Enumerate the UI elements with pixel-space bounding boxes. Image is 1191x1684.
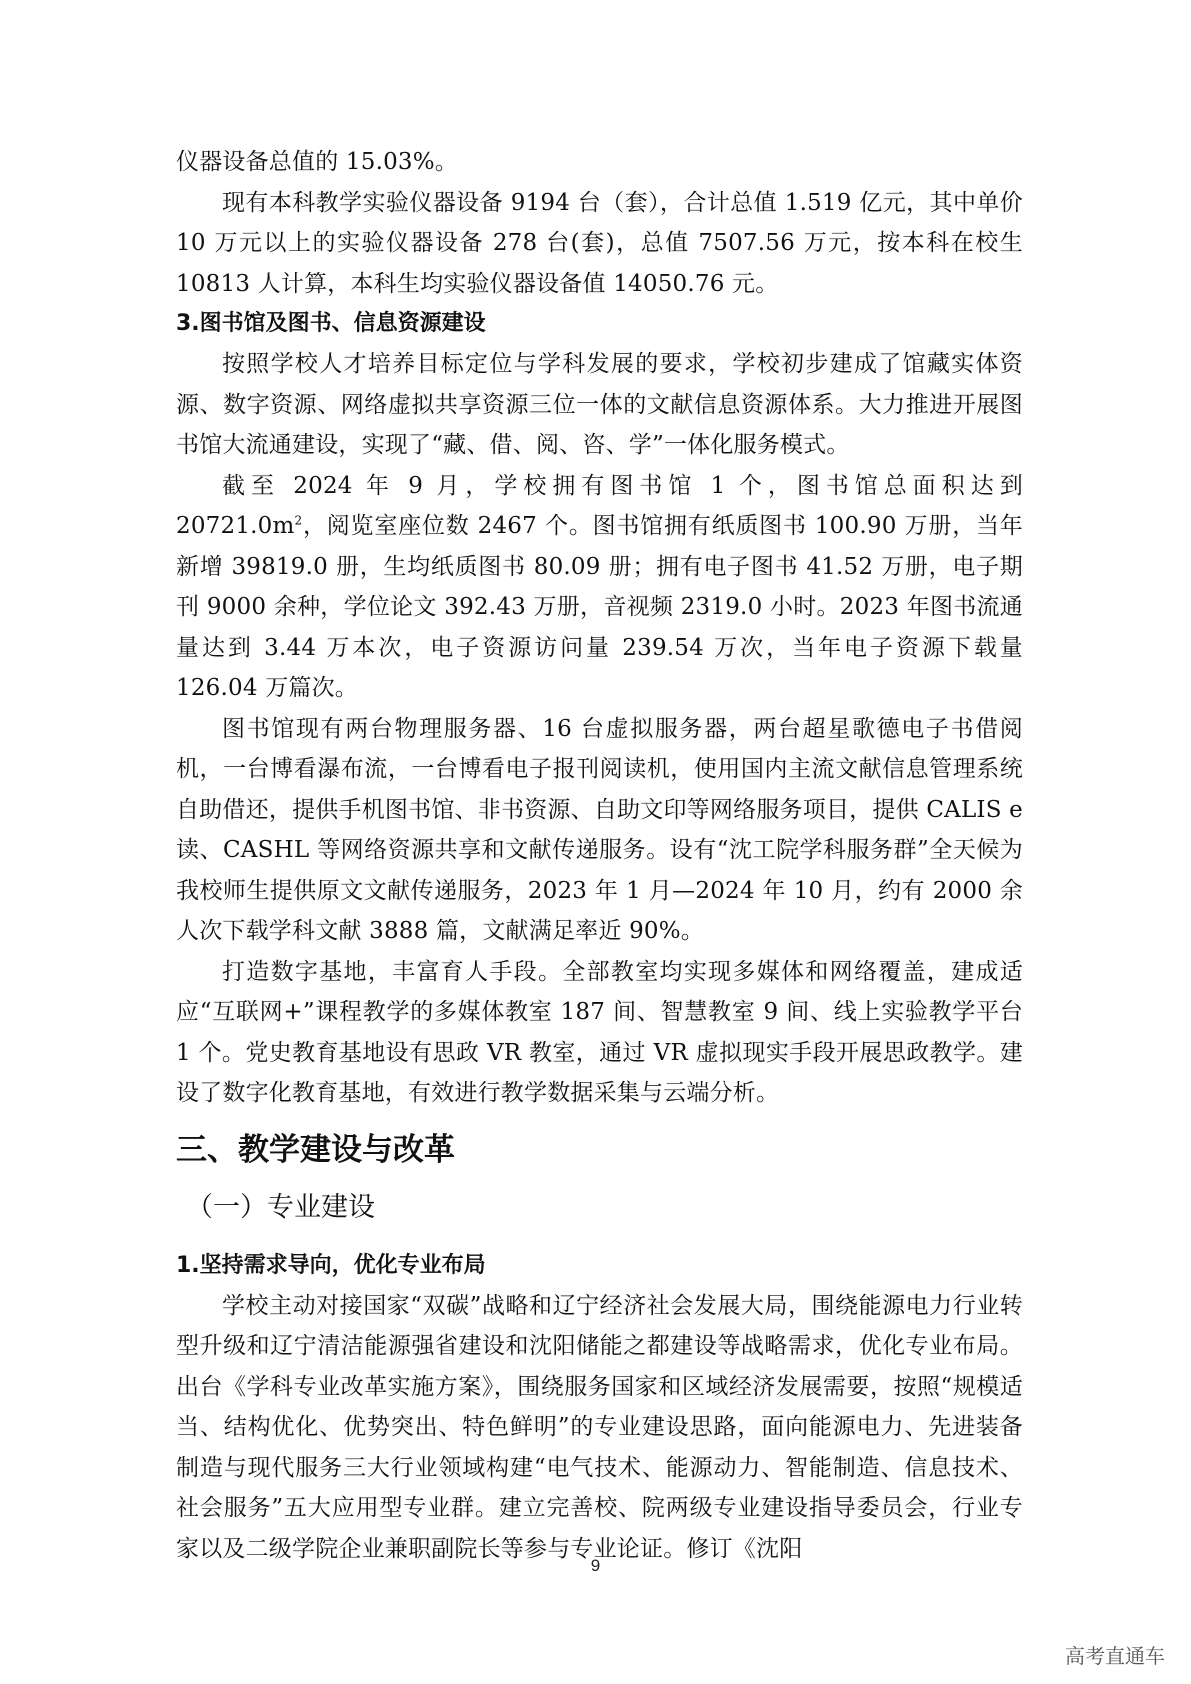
paragraph-equipment-ratio: 仪器设备总值的 15.03%。 [176, 149, 459, 175]
section-heading: 三、教学建设与改革 [176, 1131, 455, 1168]
paragraph-library-stats [176, 466, 1023, 709]
subsection-heading: （一）专业建设 [186, 1191, 375, 1223]
paragraph-digital-base: 打造数字基地，丰富育人手段。全部教室均实现多媒体和网络覆盖，建成适应“互联网+”课程教学的多媒体教室 187 间、智慧教室 9 间、线上实验教学平台 1 个。党史教育基地设有思政 VR 教室，通过 VR 虚拟现实手段开展思政教学。建设了数字化教育基地，有效进行教学数据采集与云端分析。 [176, 958, 1023, 1106]
library-stats-part1: 截至 2024 年 9 月，学校拥有图书馆 1 个，图书馆总面积达到 20721.0m [176, 472, 1023, 539]
subheading-demand-oriented: 1.坚持需求导向，优化专业布局 [176, 1252, 486, 1278]
page-number: 9 [590, 1556, 601, 1575]
square-meter-superscript: 2 [294, 513, 303, 528]
subheading-library: 3.图书馆及图书、信息资源建设 [176, 311, 486, 336]
paragraph-major-layout: 学校主动对接国家“双碳”战略和辽宁经济社会发展大局，围绕能源电力行业转型升级和辽宁清洁能源强省建设和沈阳储能之都建设等战略需求，优化专业布局。出台《学科专业改革实施方案》，围绕服务国家和区域经济发展需要，按照“规模适当、结构优化、优势突出、特色鲜明”的专业建设思路，面向能源电力、先进装备制造与现代服务三大行业领域构建“电气技术、能源动力、智能制造、信息技术、社会服务”五大应用型专业群。建立完善校、院两级专业建设指导委员会，行业专家以及二级学院企业兼职副院长等参与专业论证。修订《沈阳 [176, 1292, 1023, 1562]
library-stats-part2: ，阅览室座位数 2467 个。图书馆拥有纸质图书 100.90 万册，当年新增 39819.0 册，生均纸质图书 80.09 册；拥有电子图书 41.52 万册，电子期刊 9000 余种，学位论文 392.43 万册，音视频 2319.0 小时。2023 年图书流通量达到 3.44 万本次，电子资源访问量 239.54 万次，当年电子资源下载量 126.04 万篇次。 [176, 513, 1023, 701]
paragraph-library-services: 图书馆现有两台物理服务器、16 台虚拟服务器，两台超星歌德电子书借阅机，一台博看瀑布流，一台博看电子报刊阅读机，使用国内主流文献信息管理系统自助借还，提供手机图书馆、非书资源、自助文印等网络服务项目，提供 CALIS e 读、CASHL 等网络资源共享和文献传递服务。设有“沈工院学科服务群”全天候为我校师生提供原文文献传递服务，2023 年 1 月—2024 年 10 月，约有 2000 余人次下载学科文献 3888 篇，文献满足率近 90%。 [176, 715, 1023, 944]
paragraph-equipment-stats: 现有本科教学实验仪器设备 9194 台（套），合计总值 1.519 亿元，其中单价 10 万元以上的实验仪器设备 278 台(套)，总值 7507.56 万元，按本科在校生 10813 人计算，本科生均实验仪器设备值 14050.76 元。 [176, 189, 1023, 297]
watermark-text: 高考直通车 [1065, 1644, 1165, 1668]
paragraph-library-system: 按照学校人才培养目标定位与学科发展的要求，学校初步建成了馆藏实体资源、数字资源、网络虚拟共享资源三位一体的文献信息资源体系。大力推进开展图书馆大流通建设，实现了“藏、借、阅、咨、学”一体化服务模式。 [176, 351, 1023, 458]
document-body [176, 142, 1023, 1569]
